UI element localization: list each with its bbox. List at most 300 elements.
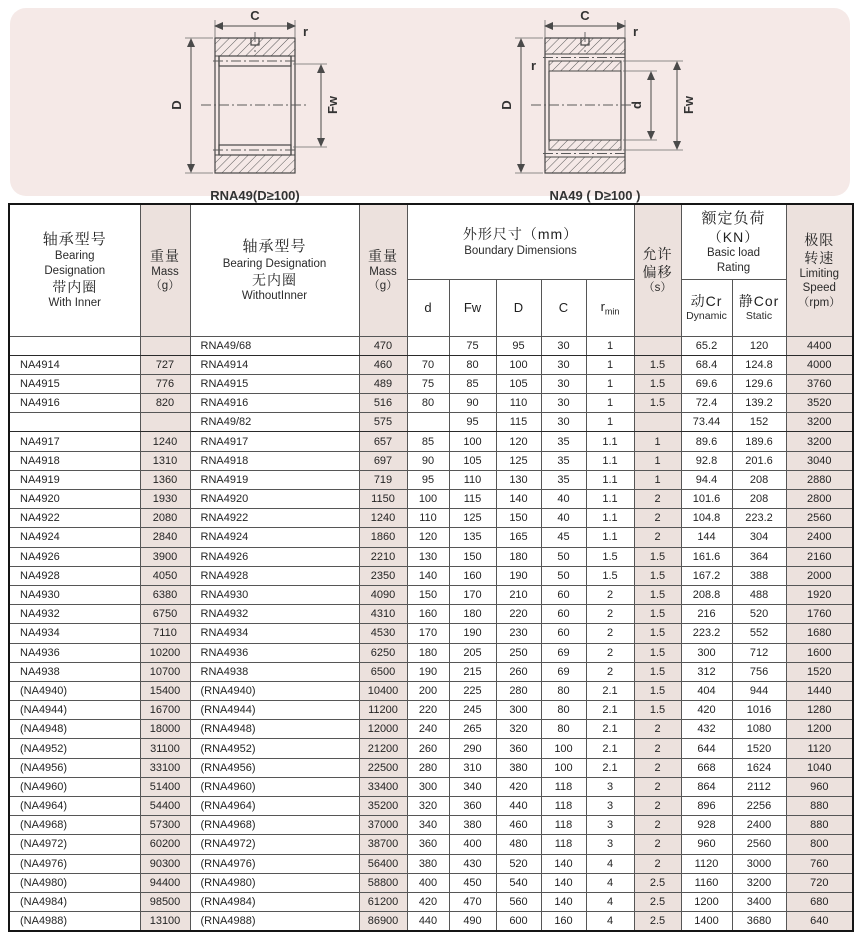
table-row [9,547,853,566]
table-row [9,336,853,355]
cell-mass-with [140,413,190,432]
cell-misalignment: 2 [634,490,681,509]
header-dynamic-cr: 动Cr Dynamic [681,279,732,336]
cell-without-inner: RNA4917 [190,432,359,451]
cell-static-cor: 1080 [732,720,786,739]
cell-static-cor: 124.8 [732,355,786,374]
cell-rmin: 2 [586,585,634,604]
cell-fw: 125 [449,509,496,528]
cell-limiting-speed: 2560 [786,509,853,528]
cell-D: 460 [496,816,541,835]
cell-rmin: 4 [586,854,634,873]
dim-label-d-bore: d [629,101,644,109]
cell-rmin: 1.1 [586,528,634,547]
cell-static-cor: 488 [732,585,786,604]
cell-D: 190 [496,566,541,585]
table-row [9,394,853,413]
cell-dynamic-cr: 896 [681,797,732,816]
table-row [9,835,853,854]
cell-D: 105 [496,374,541,393]
table-row [9,432,853,451]
cell-mass-without: 35200 [359,797,407,816]
cell-without-inner: (RNA4984) [190,892,359,911]
cell-mass-with: 776 [140,374,190,393]
cell-D: 125 [496,451,541,470]
cell-with-inner: (NA4984) [9,892,140,911]
header-basic-load-rating: 额定负荷 （KN） Basic load Rating [681,204,786,279]
cell-fw: 225 [449,681,496,700]
cell-fw: 115 [449,490,496,509]
cell-D: 110 [496,394,541,413]
cell-with-inner: (NA4976) [9,854,140,873]
cell-mass-without: 719 [359,470,407,489]
cell-without-inner: (RNA4980) [190,873,359,892]
cell-mass-with: 54400 [140,797,190,816]
diagram-caption-rna49: RNA49(D≥100) [210,188,300,203]
cell-dynamic-cr: 404 [681,681,732,700]
cell-mass-with: 60200 [140,835,190,854]
cell-mass-with: 820 [140,394,190,413]
cell-D: 480 [496,835,541,854]
diagram-panel [10,8,850,203]
cell-mass-without: 10400 [359,681,407,700]
cell-dynamic-cr: 72.4 [681,394,732,413]
cell-mass-without: 697 [359,451,407,470]
cell-with-inner: NA4919 [9,470,140,489]
cell-C: 140 [541,892,586,911]
cell-C: 140 [541,854,586,873]
cell-rmin: 1.5 [586,547,634,566]
dim-label-r: r [303,24,309,39]
cell-mass-with: 94400 [140,873,190,892]
cell-C: 50 [541,547,586,566]
cell-dynamic-cr: 101.6 [681,490,732,509]
cell-static-cor: 552 [732,624,786,643]
cell-fw: 430 [449,854,496,873]
cell-mass-without: 38700 [359,835,407,854]
cell-misalignment: 1.5 [634,605,681,624]
cell-misalignment: 1.5 [634,394,681,413]
header-without-inner: 轴承型号 Bearing Designation 无内圈 WithoutInner [190,204,359,336]
cell-static-cor: 3000 [732,854,786,873]
cell-static-cor: 1016 [732,701,786,720]
cell-without-inner: RNA4922 [190,509,359,528]
cell-rmin: 1 [586,413,634,432]
cell-rmin: 1.1 [586,509,634,528]
cell-D: 210 [496,585,541,604]
table-row [9,585,853,604]
cell-mass-without: 489 [359,374,407,393]
cell-d: 180 [407,643,449,662]
cell-misalignment: 2 [634,835,681,854]
cell-with-inner: NA4916 [9,394,140,413]
table-row [9,528,853,547]
cell-mass-with: 10700 [140,662,190,681]
cell-dynamic-cr: 644 [681,739,732,758]
cell-static-cor: 1624 [732,758,786,777]
cell-C: 80 [541,701,586,720]
outer-ring-bottom-section [545,157,625,173]
cell-fw: 85 [449,374,496,393]
cell-with-inner: NA4938 [9,662,140,681]
cell-mass-with: 2080 [140,509,190,528]
dim-label-fw: Fw [681,95,696,115]
cell-misalignment: 1.5 [634,547,681,566]
cell-fw: 100 [449,432,496,451]
header-limiting-speed: 极限 转速 Limiting Speed （rpm） [786,204,853,336]
cell-D: 560 [496,892,541,911]
cell-rmin: 2.1 [586,701,634,720]
cell-D: 260 [496,662,541,681]
cell-mass-with: 3900 [140,547,190,566]
cell-without-inner: RNA4924 [190,528,359,547]
cell-with-inner: NA4928 [9,566,140,585]
cell-misalignment: 1.5 [634,624,681,643]
cell-d: 90 [407,451,449,470]
cell-without-inner: RNA4934 [190,624,359,643]
cell-limiting-speed: 3200 [786,413,853,432]
cell-d: 280 [407,758,449,777]
cell-C: 45 [541,528,586,547]
cell-mass-without: 11200 [359,701,407,720]
cell-D: 320 [496,720,541,739]
cell-fw: 180 [449,605,496,624]
dim-label-fw: Fw [325,95,340,115]
cell-static-cor: 2256 [732,797,786,816]
cell-mass-without: 4090 [359,585,407,604]
cell-without-inner: RNA4919 [190,470,359,489]
cell-misalignment [634,413,681,432]
cell-rmin: 3 [586,816,634,835]
cell-without-inner: (RNA4948) [190,720,359,739]
cell-mass-with: 4050 [140,566,190,585]
cell-with-inner: NA4918 [9,451,140,470]
cell-limiting-speed: 3760 [786,374,853,393]
cell-mass-without: 56400 [359,854,407,873]
cell-mass-with: 2840 [140,528,190,547]
cell-dynamic-cr: 1400 [681,912,732,932]
cell-without-inner: (RNA4988) [190,912,359,932]
cell-d: 170 [407,624,449,643]
header-C: C [541,279,586,336]
cell-fw: 490 [449,912,496,932]
cell-mass-without: 1240 [359,509,407,528]
cell-fw: 470 [449,892,496,911]
cell-with-inner: (NA4972) [9,835,140,854]
cell-dynamic-cr: 69.6 [681,374,732,393]
header-mass-with: 重量 Mass （g） [140,204,190,336]
cell-dynamic-cr: 68.4 [681,355,732,374]
cell-rmin: 3 [586,835,634,854]
cell-limiting-speed: 880 [786,816,853,835]
cell-C: 35 [541,470,586,489]
cell-without-inner: RNA4918 [190,451,359,470]
table-row [9,701,853,720]
cell-d: 100 [407,490,449,509]
cell-fw: 245 [449,701,496,720]
cell-mass-without: 33400 [359,777,407,796]
cell-limiting-speed: 960 [786,777,853,796]
dim-label-D: D [169,100,184,110]
cell-D: 380 [496,758,541,777]
cell-rmin: 3 [586,777,634,796]
cell-without-inner: (RNA4964) [190,797,359,816]
cell-C: 100 [541,739,586,758]
cell-static-cor: 139.2 [732,394,786,413]
cell-mass-with: 33100 [140,758,190,777]
table-row [9,413,853,432]
cell-with-inner: (NA4980) [9,873,140,892]
cell-D: 250 [496,643,541,662]
inner-ring-top-section [549,61,621,71]
cell-D: 130 [496,470,541,489]
cell-C: 60 [541,585,586,604]
cell-dynamic-cr: 312 [681,662,732,681]
cell-d: 70 [407,355,449,374]
cell-d: 220 [407,701,449,720]
cell-D: 220 [496,605,541,624]
cell-misalignment: 2 [634,528,681,547]
cell-with-inner [9,336,140,355]
cell-without-inner: RNA4928 [190,566,359,585]
cell-misalignment: 1.5 [634,701,681,720]
cell-mass-without: 2210 [359,547,407,566]
cell-mass-without: 2350 [359,566,407,585]
cell-mass-with: 31100 [140,739,190,758]
cell-mass-without: 4530 [359,624,407,643]
cell-mass-with: 51400 [140,777,190,796]
cell-mass-without: 6250 [359,643,407,662]
cell-D: 440 [496,797,541,816]
cell-fw: 190 [449,624,496,643]
cell-d: 380 [407,854,449,873]
cell-limiting-speed: 1040 [786,758,853,777]
cell-rmin: 4 [586,892,634,911]
cell-dynamic-cr: 94.4 [681,470,732,489]
cell-rmin: 1.1 [586,490,634,509]
cell-without-inner: (RNA4952) [190,739,359,758]
cell-static-cor: 152 [732,413,786,432]
cell-without-inner: RNA49/82 [190,413,359,432]
cell-limiting-speed: 2880 [786,470,853,489]
cell-fw: 105 [449,451,496,470]
header-with-inner: 轴承型号 Bearing Designation 带内圈 With Inner [9,204,140,336]
cell-with-inner: (NA4988) [9,912,140,932]
cell-static-cor: 2560 [732,835,786,854]
cell-without-inner: (RNA4976) [190,854,359,873]
cell-dynamic-cr: 432 [681,720,732,739]
cell-rmin: 3 [586,797,634,816]
cell-C: 69 [541,662,586,681]
cell-misalignment: 1.5 [634,355,681,374]
cell-rmin: 2 [586,605,634,624]
cell-fw: 135 [449,528,496,547]
cell-dynamic-cr: 420 [681,701,732,720]
cell-mass-without: 1860 [359,528,407,547]
cell-fw: 450 [449,873,496,892]
outer-ring-bottom-section [215,155,295,173]
cell-limiting-speed: 2400 [786,528,853,547]
bearing-spec-table [8,203,854,932]
cell-dynamic-cr: 960 [681,835,732,854]
rna49-diagram [115,8,445,208]
cell-limiting-speed: 1680 [786,624,853,643]
table-row [9,816,853,835]
cell-dynamic-cr: 864 [681,777,732,796]
cell-fw: 90 [449,394,496,413]
cell-misalignment: 1.5 [634,681,681,700]
cell-without-inner: (RNA4956) [190,758,359,777]
cell-without-inner: (RNA4960) [190,777,359,796]
cell-fw: 265 [449,720,496,739]
cell-rmin: 1 [586,374,634,393]
cell-fw: 215 [449,662,496,681]
cell-mass-without: 657 [359,432,407,451]
cell-d: 320 [407,797,449,816]
cell-C: 30 [541,413,586,432]
table-row [9,355,853,374]
cell-C: 30 [541,394,586,413]
cell-D: 100 [496,355,541,374]
cell-C: 118 [541,816,586,835]
cell-mass-without: 58800 [359,873,407,892]
dim-label-r-left: r [531,58,537,73]
cell-d: 75 [407,374,449,393]
cell-static-cor: 120 [732,336,786,355]
cell-without-inner: RNA4932 [190,605,359,624]
cell-fw: 80 [449,355,496,374]
cell-without-inner: RNA49/68 [190,336,359,355]
cell-fw: 380 [449,816,496,835]
cell-mass-with: 7110 [140,624,190,643]
cell-mass-without: 37000 [359,816,407,835]
table-row [9,720,853,739]
cell-limiting-speed: 4400 [786,336,853,355]
cell-limiting-speed: 760 [786,854,853,873]
cell-limiting-speed: 2000 [786,566,853,585]
cell-misalignment: 2 [634,509,681,528]
cell-limiting-speed: 640 [786,912,853,932]
table-row [9,624,853,643]
cell-dynamic-cr: 216 [681,605,732,624]
cell-fw: 75 [449,336,496,355]
cell-D: 115 [496,413,541,432]
cell-with-inner: NA4915 [9,374,140,393]
cell-C: 80 [541,681,586,700]
header-d: d [407,279,449,336]
cell-without-inner: RNA4930 [190,585,359,604]
cell-d: 240 [407,720,449,739]
cell-without-inner: RNA4936 [190,643,359,662]
cell-limiting-speed: 1280 [786,701,853,720]
cell-misalignment: 2 [634,777,681,796]
cell-D: 600 [496,912,541,932]
cell-D: 95 [496,336,541,355]
cell-mass-with: 6750 [140,605,190,624]
cell-d: 140 [407,566,449,585]
cell-misalignment: 1.5 [634,585,681,604]
cell-rmin: 4 [586,873,634,892]
cell-fw: 360 [449,797,496,816]
cell-C: 60 [541,624,586,643]
cell-static-cor: 756 [732,662,786,681]
cell-with-inner: NA4914 [9,355,140,374]
cell-with-inner: NA4920 [9,490,140,509]
table-row [9,605,853,624]
cell-static-cor: 364 [732,547,786,566]
cell-mass-with: 1930 [140,490,190,509]
cell-fw: 95 [449,413,496,432]
cell-dynamic-cr: 1120 [681,854,732,873]
table-row [9,470,853,489]
cell-C: 35 [541,451,586,470]
cell-dynamic-cr: 223.2 [681,624,732,643]
table-row [9,509,853,528]
cell-dynamic-cr: 161.6 [681,547,732,566]
cell-D: 230 [496,624,541,643]
cell-misalignment: 1 [634,470,681,489]
cell-static-cor: 3680 [732,912,786,932]
table-row [9,374,853,393]
cell-D: 420 [496,777,541,796]
cell-fw: 110 [449,470,496,489]
cell-d [407,336,449,355]
table-row [9,490,853,509]
cell-misalignment: 2 [634,797,681,816]
header-fw: Fw [449,279,496,336]
cell-d: 160 [407,605,449,624]
cell-mass-without: 12000 [359,720,407,739]
table-row [9,739,853,758]
cell-with-inner: NA4934 [9,624,140,643]
cell-static-cor: 304 [732,528,786,547]
cell-rmin: 1 [586,394,634,413]
cell-C: 140 [541,873,586,892]
cell-fw: 205 [449,643,496,662]
cell-mass-without: 516 [359,394,407,413]
cell-fw: 160 [449,566,496,585]
cell-mass-with: 1360 [140,470,190,489]
cell-static-cor: 223.2 [732,509,786,528]
cell-dynamic-cr: 167.2 [681,566,732,585]
header-boundary-dimensions: 外形尺寸（mm） Boundary Dimensions [407,204,634,279]
cell-misalignment: 2 [634,739,681,758]
cell-mass-with: 10200 [140,643,190,662]
cell-dynamic-cr: 65.2 [681,336,732,355]
cell-d: 95 [407,470,449,489]
cell-D: 280 [496,681,541,700]
cell-d: 120 [407,528,449,547]
cell-mass-without: 1150 [359,490,407,509]
cell-mass-without: 4310 [359,605,407,624]
cell-misalignment: 2.5 [634,892,681,911]
cell-mass-with: 1240 [140,432,190,451]
cell-limiting-speed: 1520 [786,662,853,681]
cell-static-cor: 208 [732,490,786,509]
table-row [9,854,853,873]
cell-misalignment: 1.5 [634,643,681,662]
cell-d: 85 [407,432,449,451]
cell-C: 40 [541,490,586,509]
cell-rmin: 1 [586,336,634,355]
header-mass-without: 重量 Mass （g） [359,204,407,336]
cell-D: 165 [496,528,541,547]
cell-with-inner: (NA4940) [9,681,140,700]
cell-limiting-speed: 1200 [786,720,853,739]
cell-C: 35 [541,432,586,451]
cell-static-cor: 2400 [732,816,786,835]
cell-limiting-speed: 1760 [786,605,853,624]
